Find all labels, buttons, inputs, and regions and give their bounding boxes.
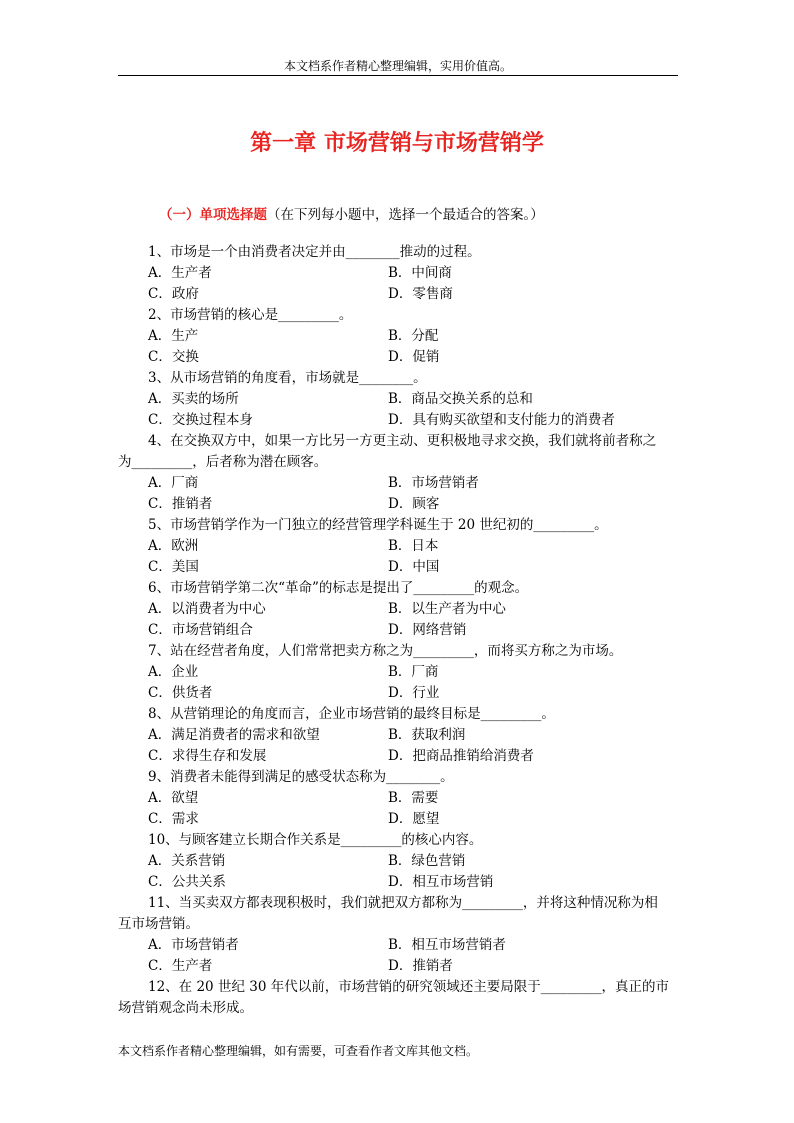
- option-a: A．生产者: [148, 265, 212, 281]
- option-c: C．推销者: [148, 496, 213, 512]
- section-note: （在下列每小题中，选择一个最适合的答案。）: [267, 207, 544, 223]
- option-row: [118, 536, 678, 557]
- option-b: B．需要: [388, 790, 439, 806]
- option-row: [118, 347, 678, 368]
- option-c: C．交换过程本身: [148, 412, 253, 428]
- option-d: D．把商品推销给消费者: [388, 748, 534, 764]
- option-c: C．公共关系: [148, 874, 226, 890]
- option-c: C．生产者: [148, 958, 213, 974]
- option-d: D．愿望: [388, 811, 440, 827]
- option-a: A．买卖的场所: [148, 391, 239, 407]
- option-d: D．网络营销: [388, 622, 467, 638]
- question-stem-continued: 场营销观念尚未形成。: [118, 1000, 253, 1016]
- question-stem-continued: 为_________，后者称为潜在顾客。: [118, 454, 328, 470]
- option-b: B．相互市场营销者: [388, 937, 506, 953]
- option-row: [118, 809, 678, 830]
- option-b: B．中间商: [388, 265, 452, 281]
- option-b: B．厂商: [388, 664, 439, 680]
- option-row: [118, 557, 678, 578]
- option-b: B．商品交换关系的总和: [388, 391, 533, 407]
- question-stem: 3、从市场营销的角度看，市场就是________。: [148, 370, 427, 386]
- option-row: [118, 725, 678, 746]
- option-row: [118, 956, 678, 977]
- option-c: C．供货者: [148, 685, 213, 701]
- option-row: [118, 284, 678, 305]
- option-row: [118, 473, 678, 494]
- option-b: B．以生产者为中心: [388, 601, 506, 617]
- option-d: D．促销: [388, 349, 440, 365]
- question-stem: 11、当买卖双方都表现积极时，我们就把双方都称为_________，并将这种情况称为相: [148, 895, 658, 911]
- option-c: C．政府: [148, 286, 199, 302]
- option-row: [118, 746, 678, 767]
- question-stem-continued: 互市场营销。: [118, 916, 199, 932]
- option-c: C．求得生存和发展: [148, 748, 267, 764]
- question-stem: 4、在交换双方中，如果一方比另一方更主动、更积极地寻求交换，我们就将前者称之: [148, 433, 657, 449]
- option-a: A．以消费者为中心: [148, 601, 266, 617]
- option-row: [118, 788, 678, 809]
- option-row: [118, 599, 678, 620]
- option-d: D．具有购买欲望和支付能力的消费者: [388, 412, 615, 428]
- option-c: C．市场营销组合: [148, 622, 253, 638]
- question-stem: 12、在 20 世纪 30 年代以前，市场营销的研究领域还主要局限于_________，真正的市: [148, 979, 669, 995]
- option-row: [118, 410, 678, 431]
- question-list: [118, 242, 678, 1019]
- option-d: D．推销者: [388, 958, 453, 974]
- option-d: D．零售商: [388, 286, 453, 302]
- option-a: A．欧洲: [148, 538, 199, 554]
- option-d: D．行业: [388, 685, 440, 701]
- option-row: [118, 620, 678, 641]
- chapter-title: 第一章 市场营销与市场营销学: [250, 130, 544, 156]
- option-row: [118, 851, 678, 872]
- option-row: [118, 326, 678, 347]
- question-stem: 8、从营销理论的角度而言，企业市场营销的最终目标是_________。: [148, 706, 555, 722]
- option-row: [118, 263, 678, 284]
- question-stem: 1、市场是一个由消费者决定并由________推动的过程。: [148, 244, 481, 260]
- option-b: B．日本: [388, 538, 439, 554]
- option-d: D．相互市场营销: [388, 874, 494, 890]
- section-label: （一）单项选择题: [159, 207, 267, 223]
- option-a: A．满足消费者的需求和欲望: [148, 727, 320, 743]
- option-a: A．企业: [148, 664, 199, 680]
- question-stem: 5、市场营销学作为一门独立的经营管理学科诞生于 20 世纪初的_________。: [148, 517, 608, 533]
- section-heading: [159, 205, 544, 225]
- option-row: [118, 662, 678, 683]
- option-row: [118, 389, 678, 410]
- page-footer: 本文档系作者精心整理编辑，如有需要，可查看作者文库其他文档。: [118, 1044, 479, 1058]
- option-a: A．生产: [148, 328, 199, 344]
- question-stem: 6、市场营销学第二次“革命”的标志是提出了_________的观念。: [148, 580, 529, 596]
- option-row: [118, 683, 678, 704]
- option-b: B．市场营销者: [388, 475, 479, 491]
- option-b: B．绿色营销: [388, 853, 466, 869]
- question-stem: 2、市场营销的核心是_________。: [148, 307, 353, 323]
- option-c: C．需求: [148, 811, 199, 827]
- option-c: C．美国: [148, 559, 199, 575]
- option-row: [118, 872, 678, 893]
- question-stem: 7、站在经营者角度，人们常常把卖方称之为_________，而将买方称之为市场。: [148, 643, 623, 659]
- option-a: A．欲望: [148, 790, 199, 806]
- question-stem: 10、与顾客建立长期合作关系是_________的核心内容。: [148, 832, 483, 848]
- header-divider: [118, 75, 678, 76]
- option-b: B．分配: [388, 328, 439, 344]
- option-a: A．关系营销: [148, 853, 226, 869]
- option-d: D．顾客: [388, 496, 440, 512]
- option-a: A．厂商: [148, 475, 199, 491]
- option-d: D．中国: [388, 559, 440, 575]
- option-row: [118, 935, 678, 956]
- option-row: [118, 494, 678, 515]
- page-header: 本文档系作者精心整理编辑，实用价值高。: [283, 59, 512, 73]
- question-stem: 9、消费者未能得到满足的感受状态称为________。: [148, 769, 454, 785]
- option-a: A．市场营销者: [148, 937, 239, 953]
- option-c: C．交换: [148, 349, 199, 365]
- option-b: B．获取利润: [388, 727, 466, 743]
